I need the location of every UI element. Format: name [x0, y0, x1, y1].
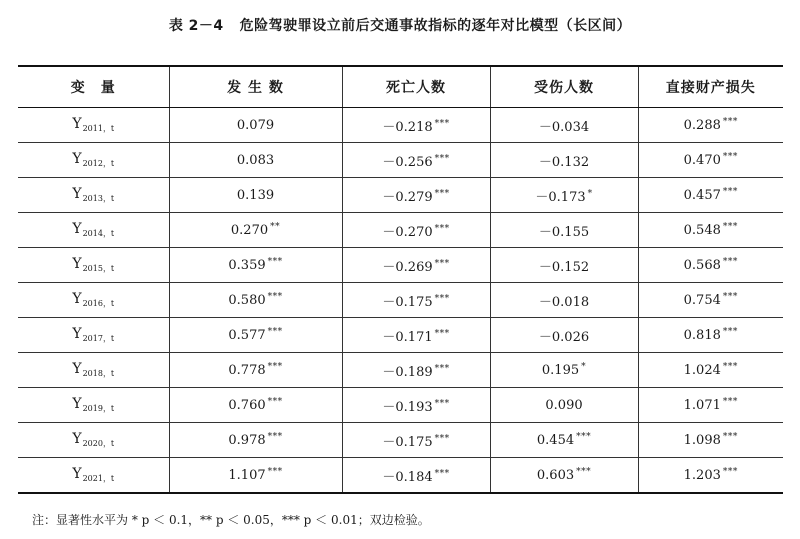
coefficient-value: －0.132 — [538, 154, 590, 170]
cell-variable — [18, 108, 169, 143]
significance-stars: *** — [722, 222, 738, 232]
significance-stars: *** — [267, 362, 283, 372]
cell-variable — [18, 388, 169, 423]
table-row — [18, 108, 783, 143]
table-row — [18, 213, 783, 248]
coefficient-value: 0.457 — [683, 188, 721, 203]
variable-subscript: 2012，t — [82, 159, 115, 168]
significance-stars: *** — [267, 467, 283, 477]
coefficient-value: －0.175 — [382, 434, 433, 450]
header-variable: 变 量 — [18, 66, 169, 108]
significance-stars: *** — [722, 152, 738, 162]
cell-deaths — [342, 143, 490, 178]
significance-stars: *** — [722, 397, 738, 407]
coefficient-value: 0.359 — [228, 258, 266, 273]
significance-stars: *** — [722, 292, 738, 302]
table-row — [18, 423, 783, 458]
coefficient-value: 0.580 — [228, 293, 266, 308]
significance-stars: *** — [267, 327, 283, 337]
cell-injuries — [490, 143, 638, 178]
variable-subscript: 2020，t — [82, 439, 115, 448]
significance-stars: * — [587, 188, 593, 199]
significance-stars: *** — [722, 327, 738, 337]
cell-variable — [18, 283, 169, 318]
cell-occurrences — [169, 458, 342, 494]
coefficient-value: －0.279 — [382, 189, 433, 205]
significance-stars: *** — [434, 118, 450, 129]
variable-symbol: Y — [72, 396, 82, 412]
cell-property-loss — [638, 318, 783, 353]
significance-stars: *** — [576, 432, 592, 442]
table-row — [18, 388, 783, 423]
cell-injuries — [490, 388, 638, 423]
coefficient-value: 0.288 — [683, 118, 721, 133]
cell-deaths — [342, 108, 490, 143]
results-table — [18, 65, 783, 494]
cell-deaths — [342, 248, 490, 283]
table-row — [18, 143, 783, 178]
significance-stars: ** — [270, 222, 281, 232]
coefficient-value: －0.173 — [535, 189, 586, 205]
variable-subscript: 2017，t — [82, 334, 115, 343]
header-row — [18, 66, 783, 108]
cell-variable — [18, 248, 169, 283]
cell-injuries — [490, 108, 638, 143]
table-row — [18, 283, 783, 318]
significance-stars: *** — [722, 467, 738, 477]
cell-property-loss — [638, 108, 783, 143]
significance-stars: *** — [434, 398, 450, 409]
cell-property-loss — [638, 353, 783, 388]
header-deaths: 死亡人数 — [342, 66, 490, 108]
variable-symbol: Y — [72, 361, 82, 377]
cell-injuries — [490, 178, 638, 213]
cell-occurrences — [169, 143, 342, 178]
coefficient-value: 1.098 — [683, 433, 721, 448]
significance-stars: *** — [722, 362, 738, 372]
cell-variable — [18, 458, 169, 494]
cell-property-loss — [638, 213, 783, 248]
cell-property-loss — [638, 178, 783, 213]
coefficient-value: 0.083 — [236, 152, 275, 168]
header-injuries: 受伤人数 — [490, 66, 638, 108]
variable-symbol: Y — [72, 466, 82, 482]
coefficient-value: 1.071 — [683, 398, 721, 413]
coefficient-value: 0.818 — [683, 328, 721, 343]
cell-property-loss — [638, 388, 783, 423]
cell-injuries — [490, 318, 638, 353]
cell-variable — [18, 143, 169, 178]
variable-symbol: Y — [72, 221, 82, 237]
coefficient-value: －0.189 — [382, 364, 433, 380]
significance-stars: *** — [434, 258, 450, 269]
cell-occurrences — [169, 108, 342, 143]
cell-deaths — [342, 178, 490, 213]
coefficient-value: －0.193 — [382, 399, 433, 415]
cell-variable — [18, 318, 169, 353]
cell-injuries — [490, 353, 638, 388]
coefficient-value: 0.079 — [236, 117, 275, 133]
header-property-loss: 直接财产损失 — [638, 66, 783, 108]
table-number: 表 2－4 — [168, 18, 224, 34]
cell-occurrences — [169, 318, 342, 353]
coefficient-value: －0.175 — [382, 294, 433, 310]
variable-subscript: 2015，t — [82, 264, 115, 273]
coefficient-value: －0.184 — [382, 469, 433, 485]
cell-property-loss — [638, 423, 783, 458]
cell-property-loss — [638, 458, 783, 494]
cell-property-loss — [638, 283, 783, 318]
significance-stars: *** — [267, 292, 283, 302]
coefficient-value: 0.270 — [230, 223, 269, 238]
variable-symbol: Y — [72, 151, 82, 167]
significance-stars: *** — [722, 117, 738, 127]
coefficient-value: 0.577 — [228, 328, 266, 343]
cell-occurrences — [169, 388, 342, 423]
variable-subscript: 2019，t — [82, 404, 115, 413]
table-body — [18, 108, 783, 494]
coefficient-value: 0.603 — [536, 468, 575, 483]
variable-subscript: 2011，t — [82, 124, 115, 133]
coefficient-value: －0.155 — [538, 224, 590, 240]
variable-symbol: Y — [72, 186, 82, 202]
coefficient-value: －0.218 — [382, 119, 433, 135]
table-note: 注：显著性水平为 * p ＜ 0.1，** p ＜ 0.05，*** p ＜ 0.01；双边检验。 — [32, 513, 430, 527]
cell-occurrences — [169, 248, 342, 283]
variable-symbol: Y — [72, 256, 82, 272]
variable-subscript: 2013，t — [82, 194, 115, 203]
significance-stars: *** — [722, 257, 738, 267]
coefficient-value: 0.195 — [541, 363, 580, 378]
cell-deaths — [342, 318, 490, 353]
significance-stars: *** — [434, 328, 450, 339]
significance-stars: *** — [434, 293, 450, 304]
cell-deaths — [342, 353, 490, 388]
coefficient-value: 0.568 — [683, 258, 721, 273]
cell-injuries — [490, 213, 638, 248]
cell-deaths — [342, 283, 490, 318]
coefficient-value: 1.107 — [228, 468, 266, 483]
significance-stars: *** — [434, 223, 450, 234]
significance-stars: *** — [434, 433, 450, 444]
cell-injuries — [490, 248, 638, 283]
coefficient-value: －0.018 — [538, 294, 590, 310]
header-occurrences: 发 生 数 — [169, 66, 342, 108]
coefficient-value: －0.256 — [382, 154, 433, 170]
table-row — [18, 178, 783, 213]
variable-symbol: Y — [72, 431, 82, 447]
cell-deaths — [342, 213, 490, 248]
cell-variable — [18, 423, 169, 458]
cell-variable — [18, 213, 169, 248]
coefficient-value: 0.454 — [536, 433, 575, 448]
cell-property-loss — [638, 248, 783, 283]
significance-stars: *** — [722, 187, 738, 197]
significance-stars: *** — [267, 257, 283, 267]
coefficient-value: 1.024 — [683, 363, 721, 378]
cell-injuries — [490, 423, 638, 458]
coefficient-value: 0.754 — [683, 293, 721, 308]
cell-deaths — [342, 423, 490, 458]
significance-stars: *** — [434, 468, 450, 479]
variable-subscript: 2018，t — [82, 369, 115, 378]
significance-stars: *** — [434, 153, 450, 164]
significance-stars: *** — [722, 432, 738, 442]
coefficient-value: －0.034 — [538, 119, 590, 135]
variable-subscript: 2021，t — [82, 474, 115, 483]
significance-stars: *** — [434, 188, 450, 199]
cell-occurrences — [169, 283, 342, 318]
cell-injuries — [490, 283, 638, 318]
significance-stars: *** — [267, 397, 283, 407]
cell-occurrences — [169, 353, 342, 388]
variable-subscript: 2016，t — [82, 299, 115, 308]
coefficient-value: 0.978 — [228, 433, 266, 448]
coefficient-value: －0.026 — [538, 329, 590, 345]
table-row — [18, 353, 783, 388]
significance-stars: *** — [267, 432, 283, 442]
cell-occurrences — [169, 178, 342, 213]
coefficient-value: 0.090 — [545, 397, 583, 413]
coefficient-value: 0.470 — [683, 153, 721, 168]
cell-occurrences — [169, 423, 342, 458]
coefficient-value: －0.152 — [538, 259, 590, 275]
table-title: 危险驾驶罪设立前后交通事故指标的逐年对比模型（长区间） — [239, 18, 632, 34]
cell-injuries — [490, 458, 638, 494]
variable-symbol: Y — [72, 326, 82, 342]
coefficient-value: 0.760 — [228, 398, 266, 413]
coefficient-value: －0.270 — [382, 224, 433, 240]
cell-variable — [18, 353, 169, 388]
cell-deaths — [342, 458, 490, 494]
coefficient-value: －0.171 — [382, 329, 433, 345]
variable-subscript: 2014，t — [82, 229, 115, 238]
cell-property-loss — [638, 143, 783, 178]
variable-symbol: Y — [72, 291, 82, 307]
table-row — [18, 318, 783, 353]
coefficient-value: 1.203 — [683, 468, 721, 483]
cell-variable — [18, 178, 169, 213]
coefficient-value: 0.139 — [236, 187, 275, 203]
significance-stars: * — [581, 362, 587, 372]
cell-occurrences — [169, 213, 342, 248]
coefficient-value: 0.778 — [228, 363, 266, 378]
significance-stars: *** — [434, 363, 450, 374]
coefficient-value: －0.269 — [382, 259, 433, 275]
variable-symbol: Y — [72, 116, 82, 132]
table-caption — [0, 15, 800, 35]
table-row — [18, 458, 783, 494]
cell-deaths — [342, 388, 490, 423]
table-row — [18, 248, 783, 283]
coefficient-value: 0.548 — [683, 223, 721, 238]
significance-stars: *** — [576, 467, 592, 477]
